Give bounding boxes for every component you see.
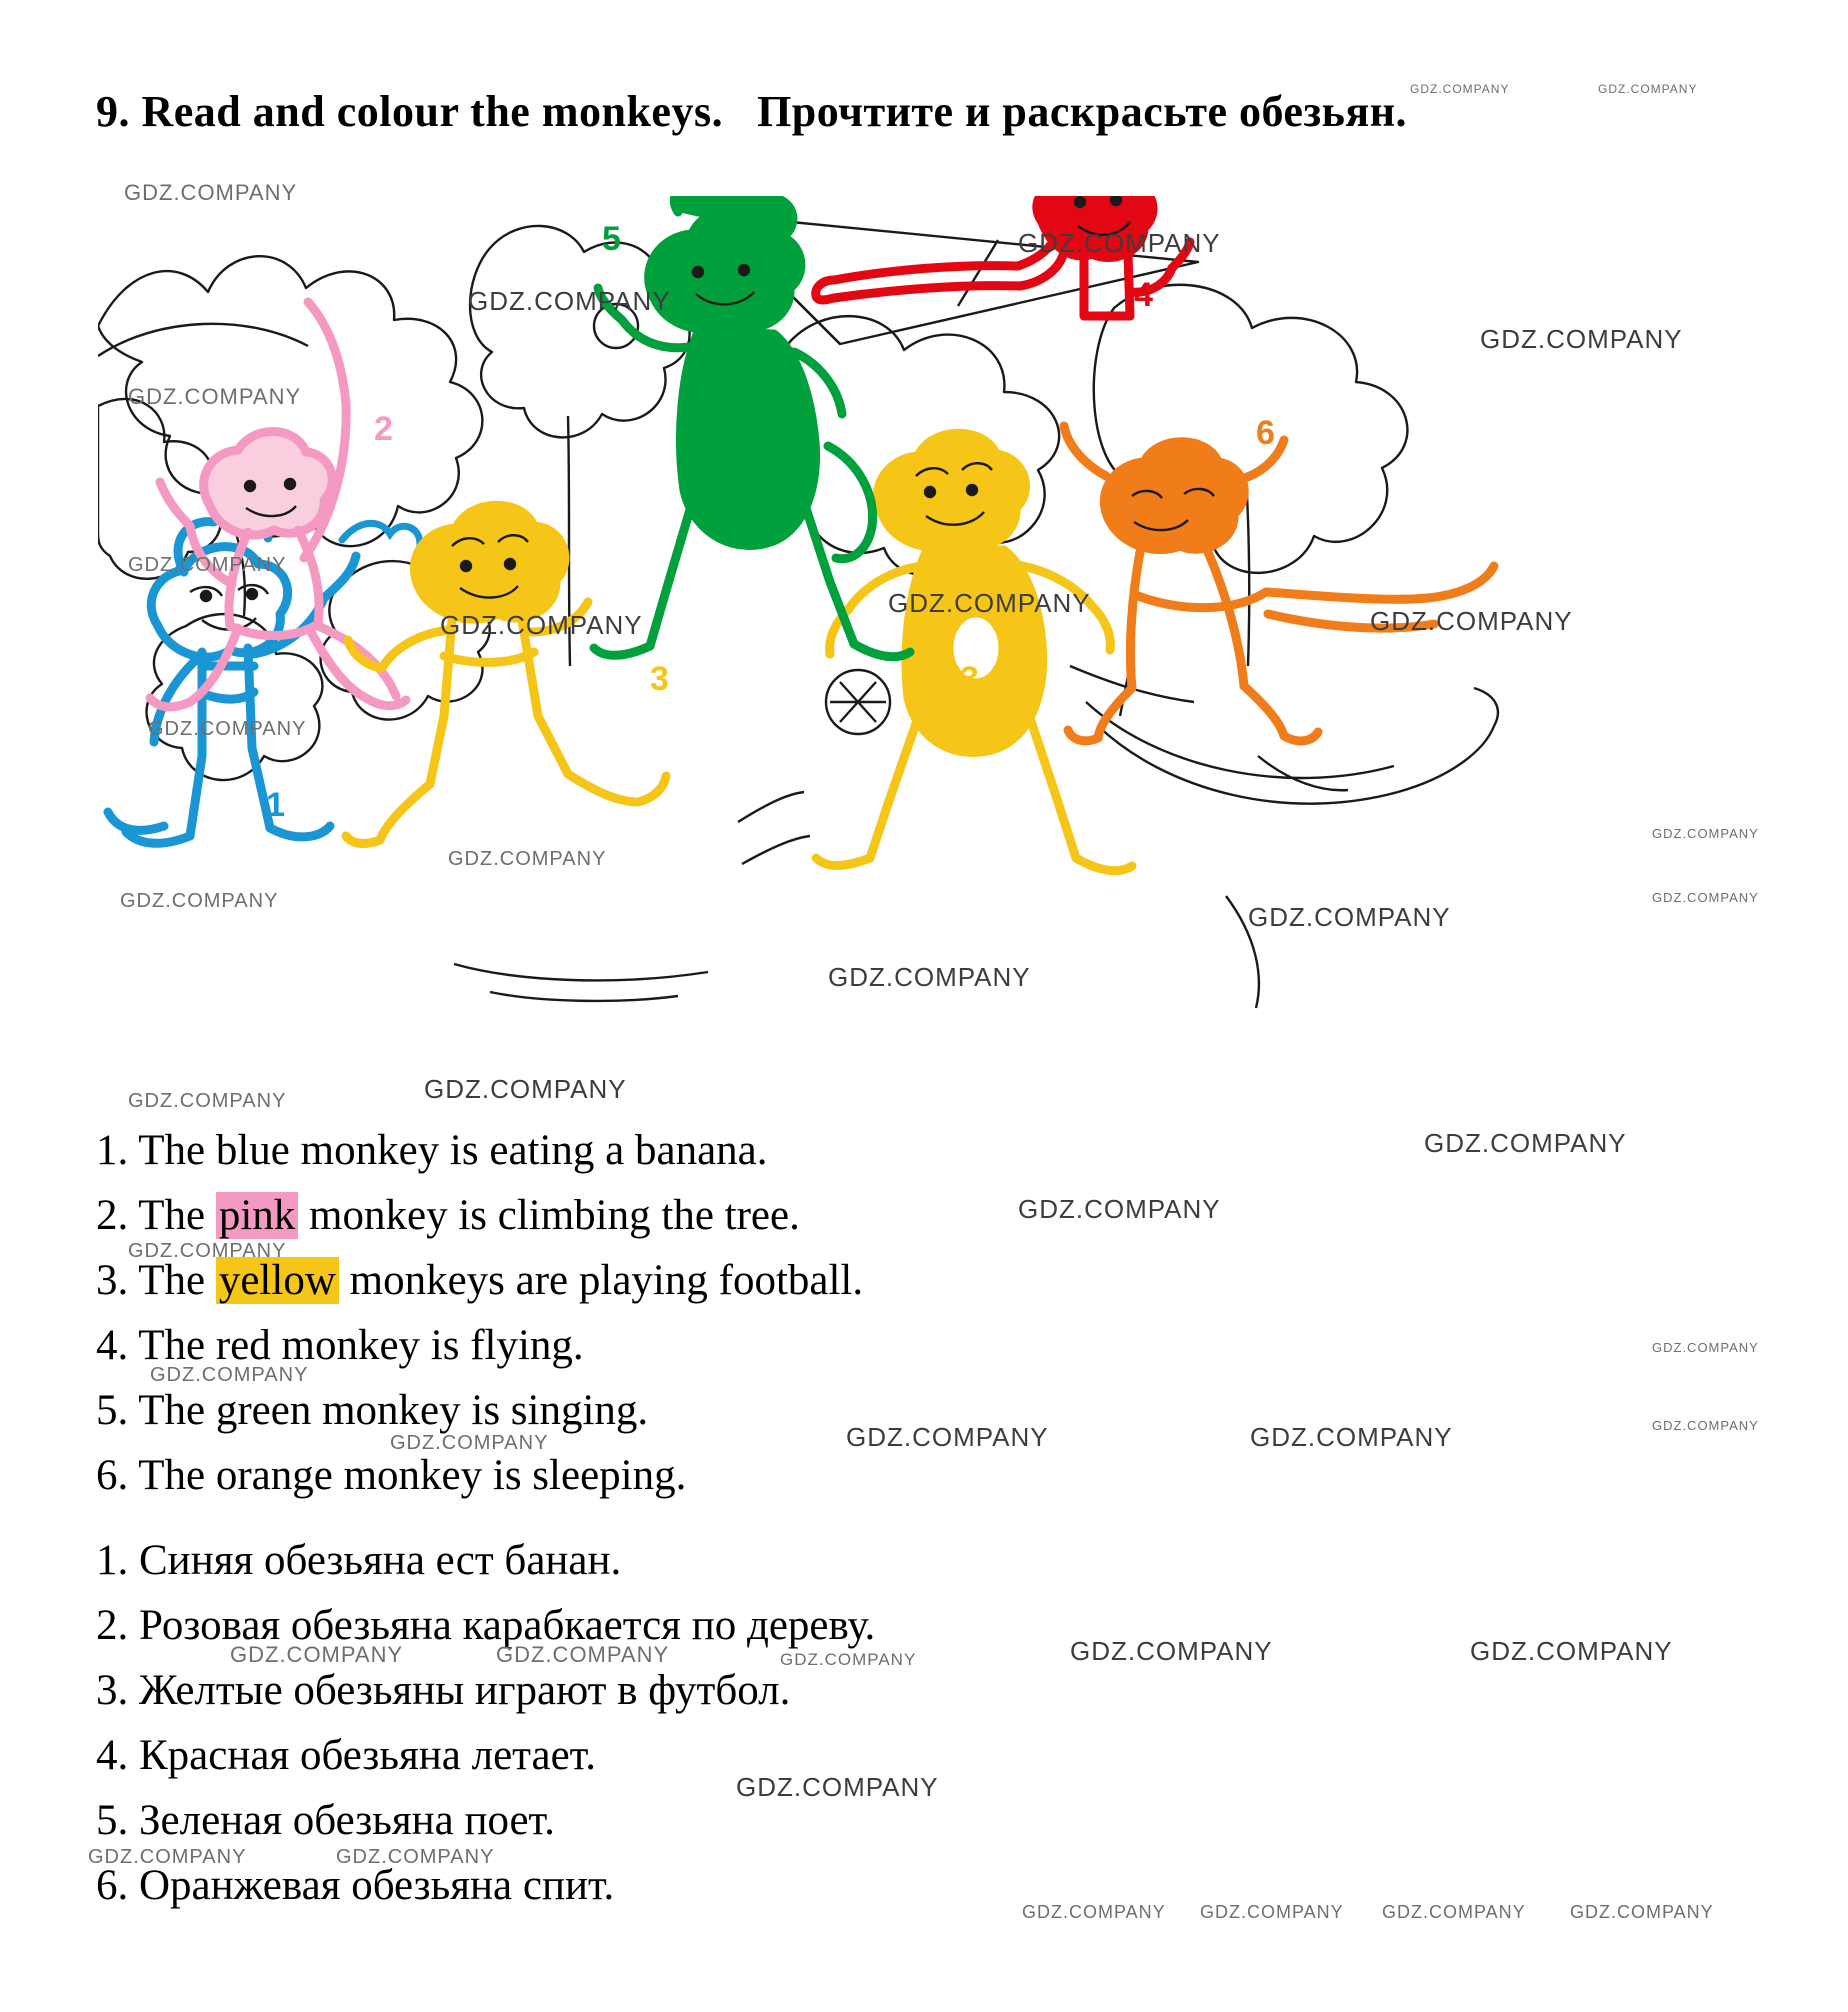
sentence-text-post: monkey is climbing the tree. (298, 1192, 800, 1239)
monkey-label-1: 1 (266, 786, 285, 824)
watermark-27: GDZ.COMPANY (1250, 1422, 1453, 1452)
sentence-colour-word: orange (215, 1452, 333, 1499)
watermark-25: GDZ.COMPANY (150, 1364, 309, 1386)
watermark-14: GDZ.COMPANY (1652, 826, 1759, 841)
watermark-20: GDZ.COMPANY (128, 1090, 287, 1112)
russian-sentence-list (96, 1528, 1596, 1918)
watermark-31: GDZ.COMPANY (496, 1642, 670, 1667)
watermark-41: GDZ.COMPANY (1570, 1902, 1714, 1922)
monkey-label-2: 2 (374, 410, 393, 448)
sentence-number: 1. (96, 1127, 129, 1174)
watermark-36: GDZ.COMPANY (88, 1846, 247, 1868)
watermark-12: GDZ.COMPANY (148, 718, 307, 740)
watermark-3: GDZ.COMPANY (1598, 82, 1698, 96)
watermark-2: GDZ.COMPANY (1410, 82, 1510, 96)
sentence-ru-6: 6. Оранжевая обезьяна спит. (96, 1862, 615, 1909)
sentence-text-pre: The (138, 1322, 216, 1369)
sentence-ru-4: 4. Красная обезьяна летает. (96, 1732, 596, 1779)
watermark-13: GDZ.COMPANY (448, 848, 607, 870)
page-title-russian: Прочтите и раскрасьте обезьян. (757, 87, 1408, 136)
illustration-canvas (98, 196, 1670, 1064)
watermark-16: GDZ.COMPANY (1248, 902, 1451, 932)
watermark-6: GDZ.COMPANY (1480, 324, 1683, 354)
watermark-15: GDZ.COMPANY (120, 890, 279, 912)
watermark-8: GDZ.COMPANY (128, 554, 287, 576)
sentence-text-post: monkey is eating a banana. (289, 1127, 768, 1174)
sentence-text-post: monkeys are playing football. (338, 1257, 864, 1304)
sentence-en-1 (96, 1118, 1596, 1183)
page-title (96, 86, 1796, 137)
watermark-21: GDZ.COMPANY (1424, 1128, 1627, 1158)
watermark-28: GDZ.COMPANY (1652, 1418, 1759, 1433)
watermark-5: GDZ.COMPANY (1018, 228, 1221, 258)
watermark-40: GDZ.COMPANY (1382, 1902, 1526, 1922)
sentence-en-2 (96, 1183, 1596, 1248)
sentence-number: 4. (96, 1322, 129, 1369)
watermark-22: GDZ.COMPANY (1018, 1194, 1221, 1224)
sentence-colour-word: green (215, 1387, 312, 1434)
watermark-1: GDZ.COMPANY (124, 180, 298, 205)
watermark-19: GDZ.COMPANY (424, 1074, 627, 1104)
sentence-en-5 (96, 1378, 1596, 1443)
sentence-ru-5: 5. Зеленая обезьяна поет. (96, 1797, 555, 1844)
sentence-ru-1: 1. Синяя обезьяна ест банан. (96, 1537, 622, 1584)
watermark-7: GDZ.COMPANY (128, 384, 302, 409)
watermark-34: GDZ.COMPANY (1470, 1636, 1673, 1666)
sentence-text-pre: The (138, 1387, 216, 1434)
sentence-colour-word: red (215, 1322, 271, 1369)
sentence-colour-word: pink (216, 1192, 298, 1239)
watermark-29: GDZ.COMPANY (390, 1432, 549, 1454)
monkey-label-6: 6 (1256, 414, 1275, 452)
monkeys-illustration (98, 196, 1670, 1064)
english-sentence-list (96, 1118, 1596, 1508)
watermark-37: GDZ.COMPANY (336, 1846, 495, 1868)
sentence-number: 6. (96, 1452, 129, 1499)
sentence-text-pre: The (138, 1127, 216, 1174)
watermark-30: GDZ.COMPANY (230, 1642, 404, 1667)
sentence-ru-2: 2. Розовая обезьяна карабкается по дереву. (96, 1602, 876, 1649)
watermark-23: GDZ.COMPANY (128, 1240, 287, 1262)
sentence-en-4 (96, 1313, 1596, 1378)
watermark-32: GDZ.COMPANY (780, 1650, 917, 1669)
page-title-english: 9. Read and colour the monkeys. (96, 87, 724, 136)
monkey-label-4: 4 (1134, 276, 1153, 314)
sentence-text-pre: The (138, 1452, 216, 1499)
watermark-38: GDZ.COMPANY (1022, 1902, 1166, 1922)
sentence-ru-3: 3. Желтые обезьяны играют в футбол. (96, 1667, 791, 1714)
watermark-17: GDZ.COMPANY (1652, 890, 1759, 905)
sentence-text-pre: The (138, 1192, 216, 1239)
watermark-24: GDZ.COMPANY (1652, 1340, 1759, 1355)
monkey-label-3b: 3 (960, 660, 979, 698)
watermark-10: GDZ.COMPANY (888, 588, 1091, 618)
sentence-number: 3. (96, 1257, 129, 1304)
sentence-en-6 (96, 1443, 1596, 1508)
monkey-label-5: 5 (602, 220, 621, 258)
sentence-number: 2. (96, 1192, 129, 1239)
sentence-colour-word: yellow (216, 1257, 339, 1304)
sentence-text-pre: The (138, 1257, 216, 1304)
watermark-39: GDZ.COMPANY (1200, 1902, 1344, 1922)
sentence-en-3 (96, 1248, 1596, 1313)
watermark-35: GDZ.COMPANY (736, 1772, 939, 1802)
watermark-33: GDZ.COMPANY (1070, 1636, 1273, 1666)
watermark-11: GDZ.COMPANY (1370, 606, 1573, 636)
sentence-colour-word: blue (215, 1127, 290, 1174)
sentence-text-post: monkey is sleeping. (332, 1452, 687, 1499)
watermark-26: GDZ.COMPANY (846, 1422, 1049, 1452)
sentence-number: 5. (96, 1387, 129, 1434)
monkey-label-3a: 3 (650, 660, 669, 698)
sentence-text-post: monkey is flying. (270, 1322, 584, 1369)
watermark-4: GDZ.COMPANY (468, 286, 671, 316)
watermark-18: GDZ.COMPANY (828, 962, 1031, 992)
watermark-9: GDZ.COMPANY (440, 610, 643, 640)
sentence-text-post: monkey is singing. (311, 1387, 649, 1434)
